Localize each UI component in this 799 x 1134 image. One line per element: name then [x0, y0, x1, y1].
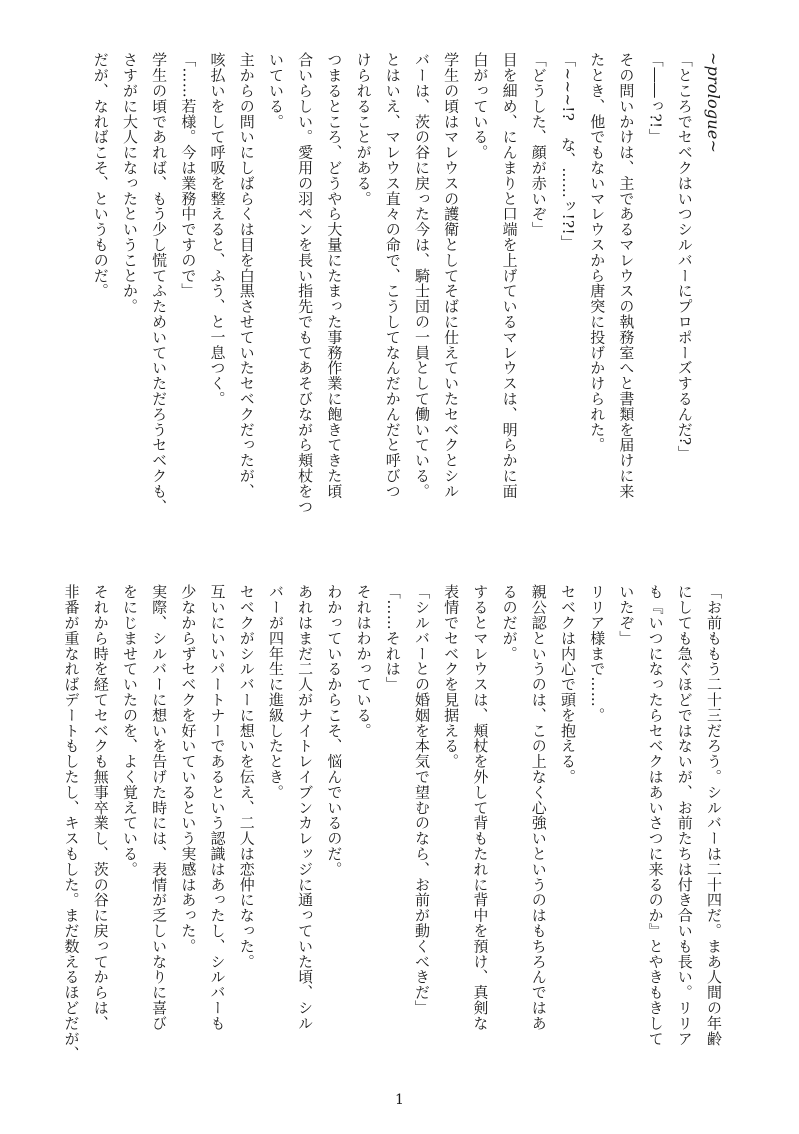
text-line: リリア様まで……。 [588, 584, 607, 723]
text-line: 親公認というのは、この上なく心強いというのはもちろんではあ [529, 584, 548, 1031]
text-line: とはいえ、マレウス直々の命で、こうしてなんだかんだと呼びつ [383, 52, 402, 499]
text-line: いたぞ」 [617, 584, 636, 646]
text-line: 合いらしい。愛用の羽ペンを長い指先でもてあそびながら頬杖をつ [296, 52, 315, 514]
text-line: 「ところでセベクはいつシルバーにプロポーズするんだ?」 [675, 52, 694, 461]
text-line: その問いかけは、主であるマレウスの執務室へと書類を届けに来 [617, 52, 636, 499]
text-line: するとマレウスは、頬杖を外して背もたれに背中を預け、真剣な [471, 584, 490, 1031]
text-line: 非番が重なればデートもしたし、キスもした。まだ数えるほどだが、 [62, 584, 81, 1062]
text-line: 主からの問いにしばらくは目を白黒させていたセベクだったが、 [237, 52, 256, 499]
text-line: にしても急ぐほどではないが、お前たちは付き合いも長い。リリア [675, 584, 694, 1046]
text-line: だが、なればこそ、というものだ。 [91, 52, 110, 299]
text-line: 咳払いをして呼吸を整えると、ふう、と一息つく。 [208, 52, 227, 407]
text-line: 「……若様。今は業務中ですので」 [179, 52, 198, 299]
text-line: 表情でセベクを見据える。 [442, 584, 461, 769]
text-line: セベクがシルバーに想いを伝え、二人は恋仲になった。 [237, 584, 256, 969]
text-line: バーは、茨の谷に戻った今は、騎士団の一員として働いている。 [412, 52, 431, 499]
text-line: さすがに大人になったということか。 [120, 52, 139, 314]
page-number: 1 [395, 1092, 404, 1108]
text-line: バーが四年生に進級したとき。 [266, 584, 285, 800]
text-line: それはわかっている。 [354, 584, 373, 738]
text-line: わかっているからこそ、悩んでいるのだ。 [325, 584, 344, 877]
text-line: 「お前ももう二十三だろう。シルバーは二十四だ。まあ人間の年齢 [705, 584, 723, 1046]
text-line: セベクは内心で頭を抱える。 [558, 584, 577, 785]
text-line: るのだが。 [500, 584, 519, 661]
text-line: 「~~~!? な、……ッ!?!」 [558, 52, 577, 251]
text-line: 「シルバーとの婚姻を本気で望むのなら、お前が動くべきだ」 [412, 584, 431, 1016]
text-line: 「……それは」 [383, 584, 402, 692]
text-line: けられることがある。 [354, 52, 373, 206]
text-line: 少なからずセベクを好いているという実感はあった。 [179, 584, 198, 954]
text-line: 学生の頃であれば、もう少し慌てふためいていただろうセベクも、 [150, 52, 169, 514]
text-line: あれはまだ二人がナイトレイブンカレッジに通っていた頃、シル [296, 584, 315, 1031]
text-line: つまるところ、どうやら大量にたまった事務作業に飽きてきた頃 [325, 52, 344, 499]
text-line: 「どうした、顔が赤いぞ」 [529, 52, 548, 237]
text-line: いている。 [266, 52, 285, 129]
text-line: たとき、他でもないマレウスから唐突に投げかけられた。 [588, 52, 607, 453]
text-line: 互いにいいパートナーであるという認識はあったし、シルバーも [208, 584, 227, 1031]
text-line: 「――っ?!」 [646, 52, 665, 144]
lower-text-column [62, 584, 728, 1062]
text-line: 学生の頃はマレウスの護衛としてそばに仕えていたセベクとシル [442, 52, 461, 499]
text-line: それから時を経てセベクも無事卒業し、茨の谷に戻ってからは、 [91, 584, 110, 1031]
text-line: 白がっている。 [471, 52, 490, 160]
upper-text-column [91, 52, 728, 514]
text-line: 目を細め、にんまりと口端を上げているマレウスは、明らかに面 [500, 52, 519, 499]
prologue-heading: ~prologue~ [704, 52, 723, 154]
text-line: をにじませていたのを、よく覚えている。 [120, 584, 139, 877]
text-line: も『いつになったらセベクはあいさつに来るのか』とやきもきして [646, 584, 665, 1046]
text-line: 実際、シルバーに想いを告げた時には、表情が乏しいなりに喜び [150, 584, 169, 1031]
